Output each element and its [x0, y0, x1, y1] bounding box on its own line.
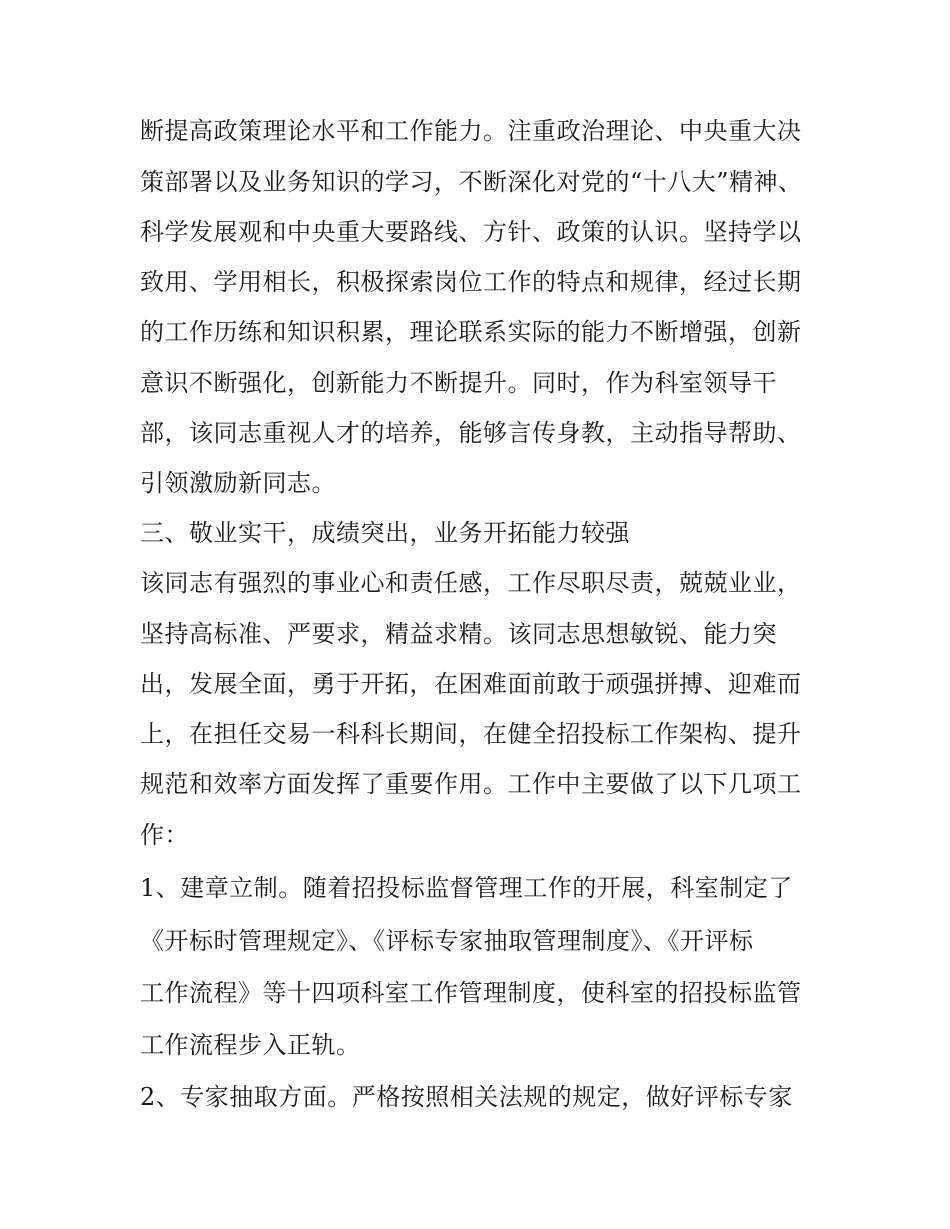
paragraph-line: 该同志有强烈的事业心和责任感，工作尽职尽责，兢兢业业，: [140, 569, 802, 597]
paragraph-line: 引领激励新同志。: [140, 469, 336, 497]
paragraph-line: 出，发展全面，勇于开拓，在困难面前敢于顽强拼搏、迎难而: [140, 670, 802, 698]
paragraph-line: 断提高政策理论水平和工作能力。注重政治理论、中央重大决: [140, 117, 802, 145]
paragraph-line: 策部署以及业务知识的学习，不断深化对党的“十八大”精神、: [140, 168, 803, 196]
paragraph-line: 意识不断强化，创新能力不断提升。同时，作为科室领导干: [140, 369, 777, 397]
paragraph-line: 致用、学用相长，积极探索岗位工作的特点和规律，经过长期: [140, 268, 802, 296]
paragraph-line: 部，该同志重视人才的培养，能够言传身教，主动指导帮助、: [140, 419, 802, 447]
list-item-line: 《开标时管理规定》、《评标专家抽取管理制度》、《开评标: [140, 927, 754, 955]
paragraph-line: 科学发展观和中央重大要路线、方针、政策的认识。坚持学以: [140, 218, 802, 246]
paragraph-line: 坚持高标准、严要求，精益求精。该同志思想敏锐、能力突: [140, 620, 777, 648]
list-item-line: 工作流程步入正轨。: [140, 1031, 361, 1059]
section-heading: 三、敬业实干，成绩突出，业务开拓能力较强: [140, 519, 630, 547]
paragraph-line: 作：: [140, 821, 189, 849]
paragraph-line: 规范和效率方面发挥了重要作用。工作中主要做了以下几项工: [140, 770, 802, 798]
list-item-line: 工作流程》等十四项科室工作管理制度，使科室的招投标监管: [140, 979, 802, 1007]
list-item-line: 1、建章立制。随着招投标监督管理工作的开展，科室制定了: [140, 874, 793, 902]
paragraph-line: 上，在担任交易一科科长期间，在健全招投标工作架构、提升: [140, 720, 802, 748]
list-item-line: 2、专家抽取方面。严格按照相关法规的规定，做好评标专家: [140, 1083, 793, 1111]
paragraph-line: 的工作历练和知识积累，理论联系实际的能力不断增强，创新: [140, 318, 802, 346]
